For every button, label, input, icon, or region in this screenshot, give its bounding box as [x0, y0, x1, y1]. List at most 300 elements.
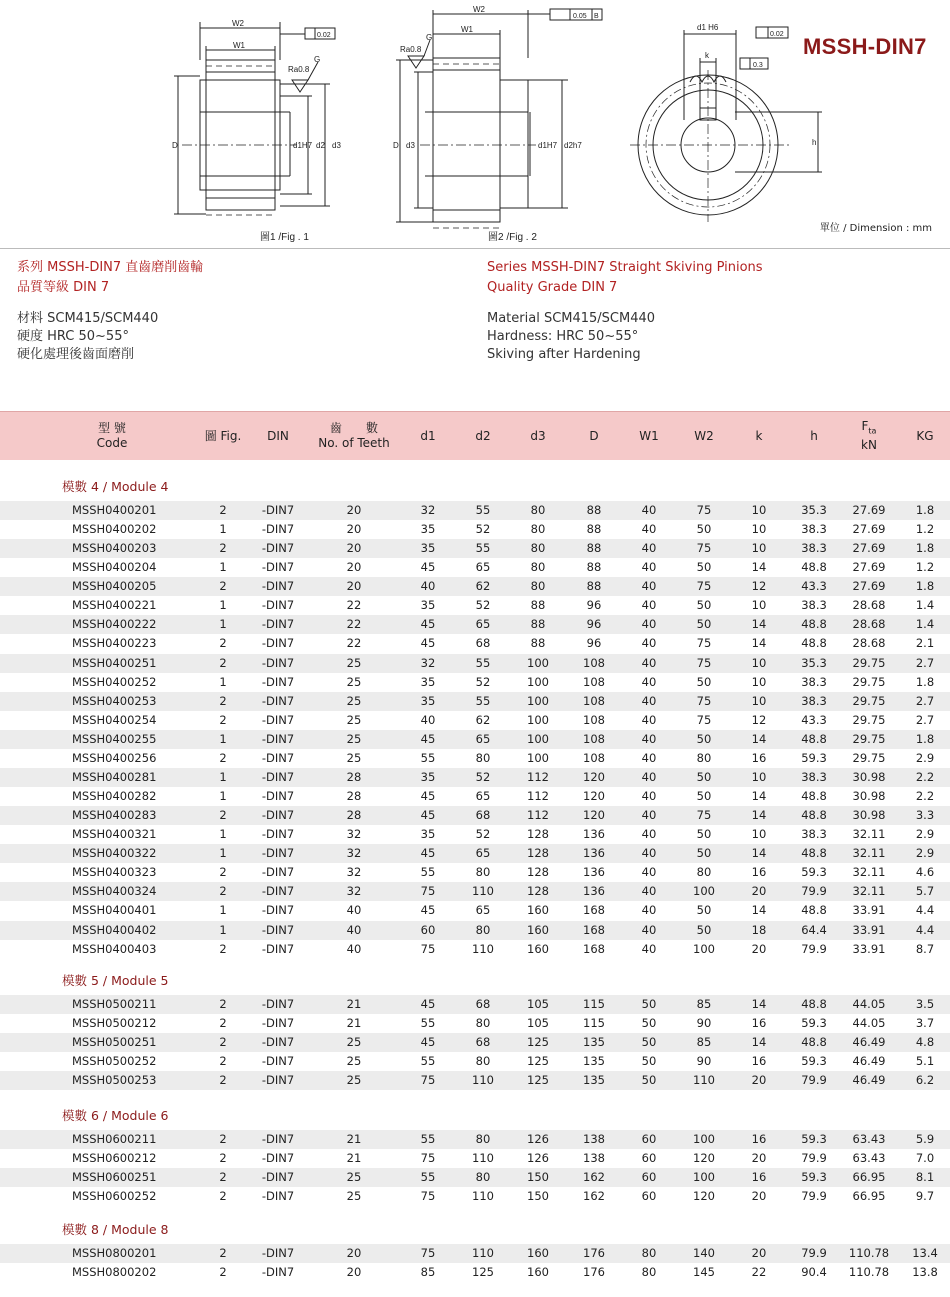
- table-row: [0, 863, 950, 882]
- cell-teeth: 20: [346, 541, 362, 556]
- cell-d3: 80: [530, 522, 546, 537]
- cell-kg: 2.9: [915, 846, 935, 861]
- cell-w1: 40: [641, 750, 657, 765]
- cell-d1: 35: [420, 522, 436, 537]
- fig1-w2-label: W2: [232, 19, 244, 28]
- cell-kg: 1.4: [915, 617, 935, 632]
- cell-w2: 100: [693, 1170, 715, 1185]
- front-view-drawing: [630, 27, 822, 222]
- cell-D: 96: [586, 598, 602, 613]
- fig2-d2h7-label: d2h7: [564, 141, 582, 150]
- cell-d2: 52: [475, 827, 491, 842]
- cell-w1: 40: [641, 827, 657, 842]
- cell-fig: 1: [219, 903, 227, 918]
- cell-fta: 32.11: [852, 865, 886, 880]
- cell-k: 14: [751, 846, 767, 861]
- cell-d2: 52: [475, 674, 491, 689]
- cell-d2: 65: [475, 846, 491, 861]
- cell-fta: 33.91: [852, 903, 886, 918]
- cell-d3: 150: [527, 1189, 549, 1204]
- cell-din: -DIN7: [261, 655, 295, 670]
- cell-k: 14: [751, 731, 767, 746]
- cell-d3: 150: [527, 1170, 549, 1185]
- cell-fig: 2: [219, 1170, 227, 1185]
- cell-din: -DIN7: [261, 598, 295, 613]
- cell-k: 20: [751, 884, 767, 899]
- cell-din: -DIN7: [261, 827, 295, 842]
- cell-kg: 13.8: [912, 1265, 938, 1280]
- cell-k: 20: [751, 1246, 767, 1260]
- cell-k: 16: [751, 865, 767, 880]
- fig3-k-label: k: [705, 51, 709, 60]
- cell-w2: 90: [696, 1054, 712, 1069]
- cell-h: 43.3: [801, 579, 827, 594]
- cell-fig: 2: [219, 712, 227, 727]
- cell-fig: 2: [219, 579, 227, 594]
- cell-code: MSSH0400321: [72, 827, 157, 842]
- cell-fta: 110.78: [848, 1265, 890, 1280]
- spec-en-series: Series MSSH-DIN7 Straight Skiving Pinions: [487, 260, 763, 275]
- cell-fta: 66.95: [852, 1170, 886, 1185]
- table-row: [0, 768, 950, 787]
- cell-teeth: 32: [346, 884, 362, 899]
- cell-d2: 52: [475, 522, 491, 537]
- cell-kg: 13.4: [912, 1246, 938, 1260]
- cell-D: 108: [583, 731, 605, 746]
- table-row: [0, 1033, 950, 1052]
- cell-d1: 85: [420, 1265, 436, 1280]
- cell-w1: 50: [641, 1054, 657, 1069]
- cell-d2: 68: [475, 808, 491, 823]
- table-row: [0, 1244, 950, 1263]
- cell-fig: 2: [219, 636, 227, 651]
- cell-w2: 50: [696, 769, 712, 784]
- cell-w1: 50: [641, 1073, 657, 1088]
- spec-english: [487, 258, 763, 364]
- cell-fta: 27.69: [852, 522, 886, 537]
- cell-w2: 50: [696, 827, 712, 842]
- col-w1: W1: [639, 428, 659, 443]
- cell-w2: 75: [696, 503, 712, 517]
- cell-d1: 45: [420, 560, 436, 575]
- cell-D: 88: [586, 522, 602, 537]
- cell-fig: 2: [219, 808, 227, 823]
- cell-h: 38.3: [801, 674, 827, 689]
- col-fta-unit: kN: [861, 438, 877, 453]
- table-row: [0, 844, 950, 863]
- cell-d1: 40: [420, 712, 436, 727]
- cell-teeth: 20: [346, 522, 362, 537]
- cell-w2: 110: [693, 1073, 715, 1088]
- cell-fta: 27.69: [852, 560, 886, 575]
- cell-fig: 2: [219, 1073, 227, 1088]
- cell-d3: 126: [527, 1151, 549, 1166]
- fig1-d3-label: d3: [332, 141, 341, 150]
- cell-k: 20: [751, 1073, 767, 1088]
- cell-w1: 40: [641, 522, 657, 537]
- table-row: [0, 940, 950, 959]
- cell-kg: 3.5: [915, 997, 935, 1011]
- cell-w1: 40: [641, 655, 657, 670]
- cell-d1: 35: [420, 769, 436, 784]
- cell-d3: 100: [527, 674, 549, 689]
- cell-d2: 55: [475, 541, 491, 556]
- cell-k: 20: [751, 1189, 767, 1204]
- cell-fig: 1: [219, 827, 227, 842]
- cell-w1: 60: [641, 1170, 657, 1185]
- cell-din: -DIN7: [261, 903, 295, 918]
- cell-k: 14: [751, 997, 767, 1011]
- cell-din: -DIN7: [261, 941, 295, 956]
- cell-kg: 9.7: [915, 1189, 935, 1204]
- cell-din: -DIN7: [261, 693, 295, 708]
- spec-zh-series: 系列 MSSH-DIN7 直齒磨削齒輪: [17, 260, 204, 275]
- cell-code: MSSH0500251: [72, 1035, 157, 1050]
- cell-din: -DIN7: [261, 674, 295, 689]
- cell-d1: 35: [420, 827, 436, 842]
- cell-teeth: 40: [346, 941, 362, 956]
- cell-d2: 65: [475, 560, 491, 575]
- cell-fig: 1: [219, 674, 227, 689]
- table-row: [0, 558, 950, 577]
- cell-kg: 2.9: [915, 827, 935, 842]
- cell-h: 48.8: [801, 789, 827, 804]
- cell-w1: 60: [641, 1132, 657, 1146]
- col-teeth-zh: 齒 數: [329, 421, 378, 435]
- cell-D: 115: [583, 997, 605, 1011]
- table-row: [0, 520, 950, 539]
- cell-din: -DIN7: [261, 560, 295, 575]
- cell-d3: 88: [530, 636, 546, 651]
- cell-h: 90.4: [801, 1265, 827, 1280]
- cell-kg: 3.7: [915, 1016, 935, 1031]
- dimension-note: 單位 / Dimension : mm: [819, 223, 932, 234]
- cell-fig: 2: [219, 941, 227, 956]
- cell-fta: 33.91: [852, 941, 886, 956]
- table-row: [0, 596, 950, 615]
- cell-code: MSSH0400203: [72, 541, 157, 556]
- cell-D: 120: [583, 789, 605, 804]
- cell-teeth: 22: [346, 636, 362, 651]
- spec-en-grade: Quality Grade DIN 7: [487, 280, 618, 295]
- cell-w1: 40: [641, 846, 657, 861]
- cell-code: MSSH0400403: [72, 941, 157, 956]
- cell-fta: 44.05: [852, 1016, 886, 1031]
- cell-kg: 1.8: [915, 579, 935, 594]
- cell-din: -DIN7: [261, 1132, 295, 1146]
- cell-h: 48.8: [801, 808, 827, 823]
- cell-teeth: 32: [346, 846, 362, 861]
- table-row: [0, 882, 950, 901]
- cell-d2: 62: [475, 579, 491, 594]
- table-row: [0, 730, 950, 749]
- cell-w1: 40: [641, 884, 657, 899]
- cell-h: 38.3: [801, 522, 827, 537]
- table-row: [0, 654, 950, 673]
- cell-teeth: 21: [346, 1016, 362, 1031]
- cell-fta: 28.68: [852, 617, 886, 632]
- cell-code: MSSH0600252: [72, 1189, 157, 1204]
- cell-d3: 100: [527, 731, 549, 746]
- cell-din: -DIN7: [261, 865, 295, 880]
- cell-D: 176: [583, 1265, 605, 1280]
- table-row: [0, 1014, 950, 1033]
- cell-din: -DIN7: [261, 731, 295, 746]
- cell-kg: 2.7: [915, 693, 935, 708]
- product-table: [0, 411, 950, 1280]
- cell-teeth: 25: [346, 712, 362, 727]
- cell-din: -DIN7: [261, 1170, 295, 1185]
- cell-fig: 1: [219, 560, 227, 575]
- col-code-zh: 型 號: [98, 421, 126, 435]
- cell-d2: 65: [475, 789, 491, 804]
- cell-d1: 75: [420, 1073, 436, 1088]
- col-k: k: [755, 428, 763, 443]
- header-divider: [0, 248, 950, 249]
- cell-fta: 29.75: [852, 674, 886, 689]
- cell-teeth: 20: [346, 1246, 362, 1260]
- cell-w2: 50: [696, 617, 712, 632]
- cell-teeth: 22: [346, 598, 362, 613]
- fig1-w1-label: W1: [233, 41, 245, 50]
- cell-d1: 55: [420, 1170, 436, 1185]
- module-title: 模數 8 / Module 8: [62, 1222, 169, 1237]
- cell-code: MSSH0600211: [72, 1132, 157, 1146]
- cell-d1: 55: [420, 1132, 436, 1146]
- col-din: DIN: [267, 428, 289, 443]
- cell-kg: 2.2: [915, 789, 935, 804]
- cell-fta: 28.68: [852, 636, 886, 651]
- cell-w1: 40: [641, 922, 657, 937]
- cell-code: MSSH0800202: [72, 1265, 157, 1280]
- cell-teeth: 21: [346, 997, 362, 1011]
- cell-h: 79.9: [801, 1151, 827, 1166]
- cell-d2: 62: [475, 712, 491, 727]
- cell-d2: 52: [475, 598, 491, 613]
- cell-k: 14: [751, 560, 767, 575]
- cell-w1: 40: [641, 617, 657, 632]
- col-d1: d1: [420, 428, 436, 443]
- cell-fig: 2: [219, 693, 227, 708]
- cell-d2: 110: [472, 1246, 494, 1260]
- cell-h: 48.8: [801, 560, 827, 575]
- cell-w1: 40: [641, 731, 657, 746]
- cell-w1: 50: [641, 997, 657, 1011]
- col-fta-sub: ta: [868, 426, 877, 436]
- cell-d1: 45: [420, 997, 436, 1011]
- cell-d1: 75: [420, 1189, 436, 1204]
- cell-h: 59.3: [801, 1054, 827, 1069]
- cell-h: 59.3: [801, 750, 827, 765]
- cell-fig: 2: [219, 503, 227, 517]
- cell-fta: 29.75: [852, 693, 886, 708]
- cell-fig: 2: [219, 1016, 227, 1031]
- cell-h: 38.3: [801, 769, 827, 784]
- cell-w2: 90: [696, 1016, 712, 1031]
- cell-d1: 40: [420, 579, 436, 594]
- cell-k: 14: [751, 808, 767, 823]
- cell-w2: 50: [696, 789, 712, 804]
- cell-w2: 50: [696, 903, 712, 918]
- cell-teeth: 25: [346, 1035, 362, 1050]
- cell-D: 138: [583, 1151, 605, 1166]
- cell-k: 12: [751, 712, 767, 727]
- cell-d2: 110: [472, 1189, 494, 1204]
- table-row: [0, 673, 950, 692]
- cell-h: 79.9: [801, 1246, 827, 1260]
- cell-h: 35.3: [801, 655, 827, 670]
- cell-kg: 1.2: [915, 560, 935, 575]
- cell-code: MSSH0400252: [72, 674, 157, 689]
- cell-w2: 75: [696, 541, 712, 556]
- cell-fta: 28.68: [852, 598, 886, 613]
- col-code: [72, 412, 152, 460]
- cell-teeth: 25: [346, 1073, 362, 1088]
- cell-teeth: 20: [346, 579, 362, 594]
- cell-w2: 120: [693, 1189, 715, 1204]
- cell-fig: 2: [219, 865, 227, 880]
- spec-zh-material: 材料 SCM415/SCM440: [17, 311, 159, 326]
- cell-teeth: 25: [346, 1054, 362, 1069]
- fig2-w1-label: W1: [461, 25, 473, 34]
- cell-teeth: 28: [346, 769, 362, 784]
- cell-h: 38.3: [801, 541, 827, 556]
- table-row: [0, 1130, 950, 1149]
- cell-d1: 35: [420, 541, 436, 556]
- module-title: 模數 5 / Module 5: [62, 973, 169, 988]
- cell-d3: 80: [530, 503, 546, 517]
- cell-teeth: 40: [346, 903, 362, 918]
- cell-din: -DIN7: [261, 1016, 295, 1031]
- cell-d1: 75: [420, 941, 436, 956]
- cell-fta: 30.98: [852, 789, 886, 804]
- fig1-d-label: D: [172, 141, 178, 150]
- fig3-tol2-label: 0.3: [753, 62, 763, 69]
- cell-d1: 55: [420, 1016, 436, 1031]
- cell-d1: 35: [420, 598, 436, 613]
- cell-d1: 45: [420, 789, 436, 804]
- cell-w2: 80: [696, 865, 712, 880]
- cell-teeth: 25: [346, 750, 362, 765]
- col-fta-main: F: [861, 418, 869, 433]
- cell-fig: 1: [219, 598, 227, 613]
- cell-d2: 52: [475, 769, 491, 784]
- cell-d1: 45: [420, 1035, 436, 1050]
- cell-D: 168: [583, 941, 605, 956]
- cell-D: 120: [583, 769, 605, 784]
- cell-w1: 40: [641, 865, 657, 880]
- brand-title: MSSH-DIN7: [803, 34, 927, 59]
- cell-d1: 55: [420, 1054, 436, 1069]
- cell-d3: 80: [530, 579, 546, 594]
- cell-d3: 128: [527, 884, 549, 899]
- cell-code: MSSH0600212: [72, 1151, 157, 1166]
- cell-teeth: 25: [346, 1170, 362, 1185]
- col-code-en: Code: [96, 436, 128, 450]
- cell-w1: 40: [641, 693, 657, 708]
- cell-d1: 55: [420, 865, 436, 880]
- cell-fig: 1: [219, 789, 227, 804]
- cell-D: 135: [583, 1035, 605, 1050]
- cell-d2: 80: [475, 1132, 491, 1146]
- cell-k: 10: [751, 522, 767, 537]
- cell-d1: 32: [420, 655, 436, 670]
- fig2-d-label: D: [393, 141, 399, 150]
- cell-kg: 1.2: [915, 522, 935, 537]
- fig2-w2-label: W2: [473, 5, 485, 14]
- cell-fta: 110.78: [848, 1246, 890, 1260]
- table-row: [0, 711, 950, 730]
- cell-w1: 40: [641, 789, 657, 804]
- cell-din: -DIN7: [261, 1246, 295, 1260]
- table-row: [0, 539, 950, 558]
- cell-din: -DIN7: [261, 503, 295, 517]
- cell-d3: 112: [527, 769, 549, 784]
- cell-k: 10: [751, 674, 767, 689]
- cell-w2: 100: [693, 1132, 715, 1146]
- cell-D: 108: [583, 750, 605, 765]
- cell-D: 136: [583, 865, 605, 880]
- cell-w1: 40: [641, 560, 657, 575]
- cell-kg: 1.8: [915, 731, 935, 746]
- cell-w2: 50: [696, 598, 712, 613]
- cell-D: 136: [583, 827, 605, 842]
- cell-fig: 1: [219, 846, 227, 861]
- cell-fig: 1: [219, 522, 227, 537]
- cell-h: 38.3: [801, 693, 827, 708]
- cell-d1: 45: [420, 846, 436, 861]
- fig2-d3-label: d3: [406, 141, 415, 150]
- cell-din: -DIN7: [261, 808, 295, 823]
- cell-d1: 35: [420, 674, 436, 689]
- cell-d2: 110: [472, 1073, 494, 1088]
- cell-w1: 40: [641, 903, 657, 918]
- cell-w1: 40: [641, 598, 657, 613]
- spec-zh-skiving: 硬化處理後齒面磨削: [17, 347, 135, 362]
- fig2-ra-label: Ra0.8: [400, 45, 422, 54]
- cell-D: 168: [583, 922, 605, 937]
- cell-h: 48.8: [801, 997, 827, 1011]
- col-d3: d3: [530, 428, 546, 443]
- module-title: 模數 6 / Module 6: [62, 1108, 169, 1123]
- fig1-caption: 圖1 /Fig . 1: [260, 232, 309, 243]
- cell-k: 16: [751, 750, 767, 765]
- cell-k: 10: [751, 503, 767, 517]
- cell-k: 14: [751, 1035, 767, 1050]
- cell-d1: 60: [420, 922, 436, 937]
- table-row: [0, 1071, 950, 1090]
- cell-din: -DIN7: [261, 1073, 295, 1088]
- cell-fta: 46.49: [852, 1054, 886, 1069]
- cell-w1: 40: [641, 712, 657, 727]
- cell-teeth: 20: [346, 1265, 362, 1280]
- cell-d2: 80: [475, 1054, 491, 1069]
- cell-kg: 4.8: [915, 1035, 935, 1050]
- cell-w1: 40: [641, 579, 657, 594]
- cell-k: 20: [751, 941, 767, 956]
- cell-code: MSSH0400221: [72, 598, 157, 613]
- fig1-d2-label: d2: [316, 141, 325, 150]
- cell-fig: 2: [219, 1035, 227, 1050]
- cell-h: 59.3: [801, 1132, 827, 1146]
- cell-h: 48.8: [801, 846, 827, 861]
- cell-h: 35.3: [801, 503, 827, 517]
- cell-teeth: 25: [346, 674, 362, 689]
- cell-D: 108: [583, 674, 605, 689]
- cell-code: MSSH0400322: [72, 846, 157, 861]
- cell-fig: 2: [219, 1132, 227, 1146]
- cell-din: -DIN7: [261, 617, 295, 632]
